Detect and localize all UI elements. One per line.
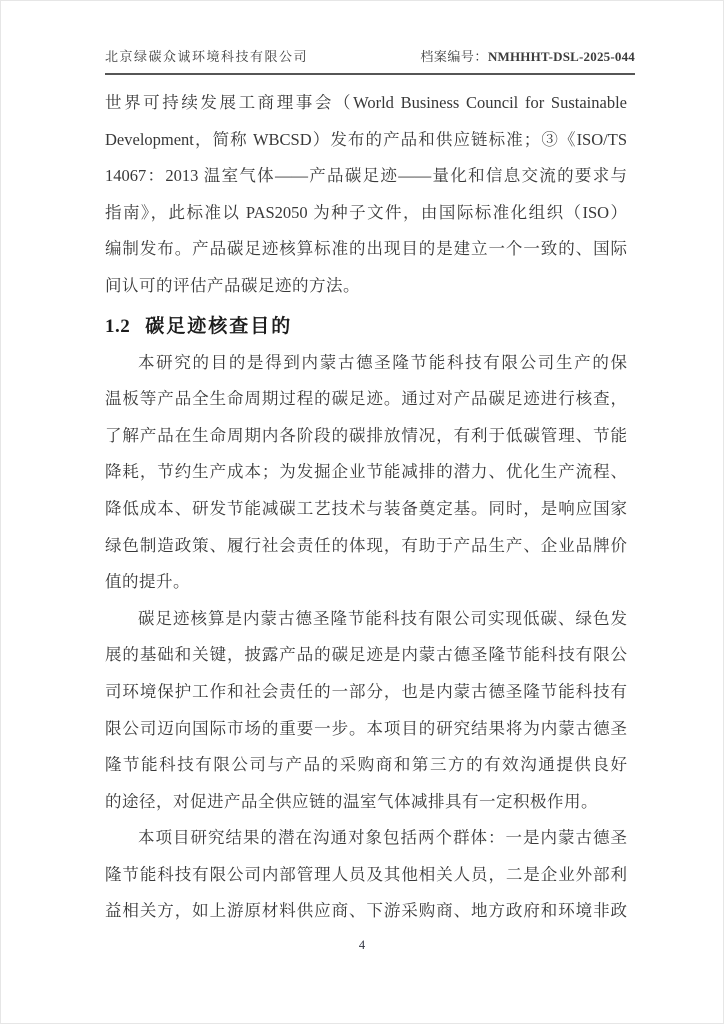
text-line: 14067：2013 温室气体——产品碳足迹——量化和信息交流的要求与 (105, 166, 627, 186)
page-header (105, 46, 635, 75)
text-line: 展的基础和关键，披露产品的碳足迹是内蒙古德圣隆节能科技有限公 (105, 645, 627, 665)
text-line: 降耗，节约生产成本；为发掘企业节能减排的潜力、优化生产流程、 (105, 462, 627, 482)
file-number-label: 档案编号： (420, 49, 488, 64)
text-line: 碳足迹核算是内蒙古德圣隆节能科技有限公司实现低碳、绿色发 (138, 608, 627, 628)
paragraph (105, 345, 627, 601)
paragraph (105, 601, 627, 821)
text-line: 限公司迈向国际市场的重要一步。本项目的研究结果将为内蒙古德圣 (105, 718, 627, 738)
document-body (105, 85, 627, 930)
text-line: 益相关方，如上游原材料供应商、下游采购商、地方政府和环境非政 (105, 901, 627, 921)
text-line: 指南》，此标准以 PAS2050 为种子文件，由国际标准化组织（ISO） (105, 202, 627, 222)
text-line: 本项目研究结果的潜在沟通对象包括两个群体：一是内蒙古德圣 (138, 828, 627, 848)
text-line: 隆节能科技有限公司与产品的采购商和第三方的有效沟通提供良好 (105, 755, 627, 775)
text-line: Development，简称 WBCSD）发布的产品和供应链标准；③《ISO/TS (105, 129, 627, 149)
text-line: 了解产品在生命周期内各阶段的碳排放情况，有利于低碳管理、节能 (105, 425, 627, 445)
text-line: 隆节能科技有限公司内部管理人员及其他相关人员，二是企业外部利 (105, 864, 627, 884)
header-file-number (420, 46, 635, 65)
section-heading (105, 311, 627, 343)
paragraph (105, 85, 627, 305)
text-line: 值的提升。 (105, 572, 190, 592)
text-line: 绿色制造政策、履行社会责任的体现，有助于产品生产、企业品牌价 (105, 535, 627, 555)
header-company-name: 北京绿碳众诚环境科技有限公司 (105, 49, 309, 64)
text-line: 司环境保护工作和社会责任的一部分，也是内蒙古德圣隆节能科技有 (105, 681, 627, 701)
text-line: 间认可的评估产品碳足迹的方法。 (105, 275, 360, 295)
paragraph (105, 820, 627, 930)
section-heading-number: 1.2 (105, 315, 131, 337)
text-line: 的途径，对促进产品全供应链的温室气体减排具有一定积极作用。 (105, 791, 598, 811)
text-line: 降低成本、研发节能减碳工艺技术与装备奠定基。同时，是响应国家 (105, 498, 627, 518)
section-heading-title: 碳足迹核查目的 (145, 315, 293, 337)
page-number: 4 (358, 938, 366, 952)
text-line: 本研究的目的是得到内蒙古德圣隆节能科技有限公司生产的保 (138, 352, 627, 372)
text-line: 温板等产品全生命周期过程的碳足迹。通过对产品碳足迹进行核查， (105, 389, 627, 409)
text-line: 世界可持续发展工商理事会（World Business Council for Sustainable (105, 93, 627, 112)
text-line: 编制发布。产品碳足迹核算标准的出现目的是建立一个一致的、国际 (105, 239, 627, 259)
file-number-value: NMHHHT-DSL-2025-044 (487, 49, 635, 64)
page-footer (0, 938, 724, 953)
